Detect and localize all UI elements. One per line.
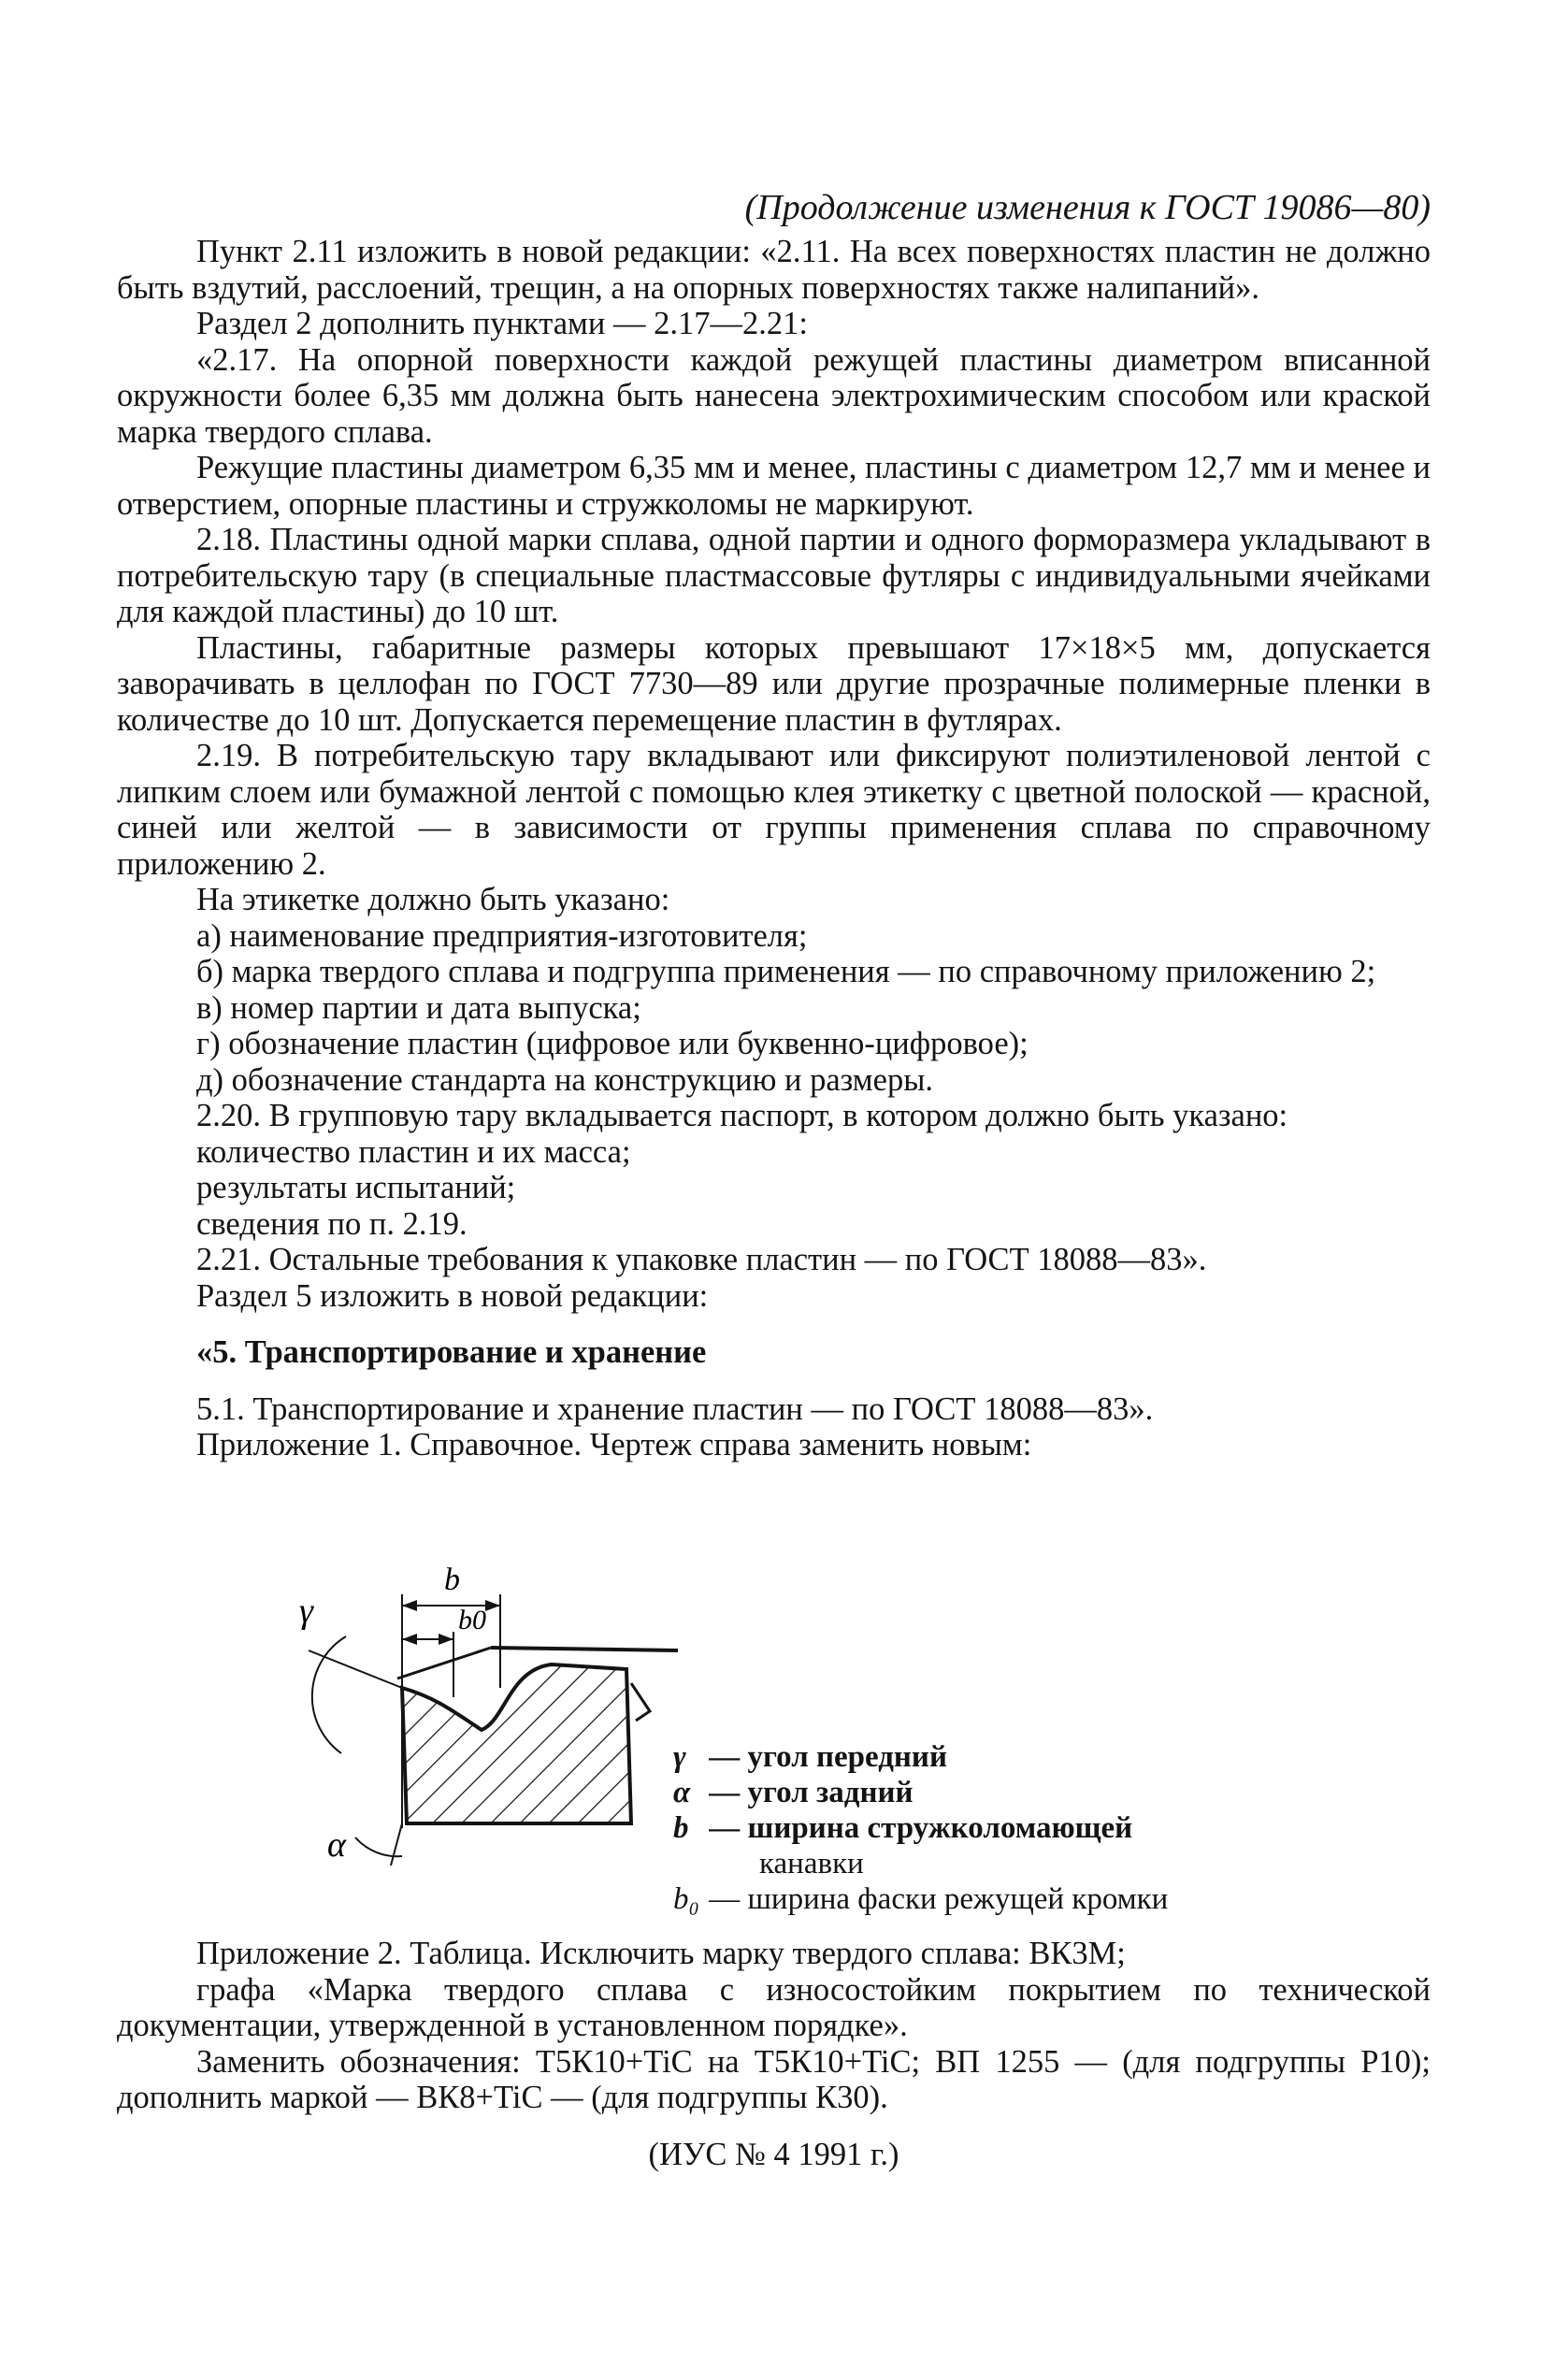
paragraph: Пластины, габаритные размеры которых превышают 17×18×5 мм, допускается заворачивать в целлофан по ГОСТ 7730—89 или другие прозрачные полимерные пленки в количестве до 10 шт. Допускается перемещение пластин в футлярах. <box>117 629 1431 738</box>
legend-row <box>673 1739 1168 1775</box>
paragraph: Режущие пластины диаметром 6,35 мм и менее, пластины с диаметром 12,7 мм и менее и отверстием, опорные пластины и стружколомы не маркируют. <box>117 450 1431 522</box>
section-heading: «5. Транспортирование и хранение <box>196 1334 707 1370</box>
paragraph: 2.21. Остальные требования к упаковке пластин — по ГОСТ 18088—83». <box>196 1242 1207 1277</box>
paragraph: Раздел 2 дополнить пунктами — 2.17—2.21: <box>196 306 808 341</box>
legend-text: — угол задний <box>709 1776 913 1809</box>
document-body-continued <box>117 1936 1431 2205</box>
list-item: д) обозначение стандарта на конструкцию и размеры. <box>196 1061 934 1098</box>
angle-reference <box>309 1650 402 1688</box>
legend-text: — ширина фаски режущей кромки <box>709 1882 1169 1916</box>
legend-row <box>673 1881 1168 1917</box>
arrow-head <box>485 1600 500 1611</box>
paragraph: 5.1. Транспортирование и хранение пластин — по ГОСТ 18088—83». <box>196 1390 1154 1427</box>
insert-section <box>402 1664 631 1823</box>
paragraph: Приложение 1. Справочное. Чертеж справа заменить новым: <box>196 1427 1032 1462</box>
label-b0: b0 <box>458 1605 486 1635</box>
list-item: б) марка твердого сплава и подгруппа применения — по справочному приложению 2; <box>196 954 1376 989</box>
legend-text: — ширина стружколомающей <box>709 1811 1133 1845</box>
paragraph: 2.20. В групповую тару вкладывается паспорт, в котором должно быть указано: <box>196 1098 1288 1133</box>
list-item: количество пластин и их масса; <box>196 1133 631 1170</box>
legend-row <box>673 1846 1168 1881</box>
rake-line <box>397 1648 491 1679</box>
figure-legend <box>673 1739 1168 1917</box>
legend-text: канавки <box>759 1847 864 1880</box>
document-body <box>117 234 1431 1463</box>
legend-symbol: γ <box>673 1740 686 1774</box>
legend-text: — угол передний <box>709 1740 947 1774</box>
legend-symbol: b₀ <box>673 1882 699 1916</box>
alpha-line <box>391 1823 402 1866</box>
label-alpha: α <box>327 1825 346 1865</box>
top-edge-line <box>491 1648 678 1650</box>
label-b: b <box>444 1563 460 1597</box>
paragraph: 2.18. Пластины одной марки сплава, одной партии и одного форморазмера укладывают в потребительскую тару (в специальные пластмассовые футляры с индивидуальными ячейками для каждой пластины) до 10 шт. <box>117 522 1431 629</box>
paragraph: Раздел 5 изложить в новой редакции: <box>196 1277 709 1314</box>
insert-drawing <box>281 1538 1403 1916</box>
list-item: в) номер партии и дата выпуска; <box>196 989 641 1026</box>
list-item: а) наименование предприятия-изготовителя; <box>196 917 808 954</box>
paragraph: графа «Марка твердого сплава с износостойким покрытием по технической документации, утвержденной в установленном порядке». <box>117 1971 1431 2043</box>
paragraph: На этикетке должно быть указано: <box>196 882 670 917</box>
list-item: г) обозначение пластин (цифровое или буквенно-цифровое); <box>196 1026 1029 1061</box>
legend-symbol: α <box>673 1776 691 1809</box>
list-item: сведения по п. 2.19. <box>196 1205 468 1242</box>
legend-row <box>673 1775 1168 1810</box>
paragraph: Заменить обозначения: Т5К10+TiC на Т5К10+TiC; ВП 1255 — (для подгруппы Р10); дополнить маркой — ВК8+TiC — (для подгруппы К30). <box>117 2043 1431 2115</box>
list-item: результаты испытаний; <box>196 1170 516 1205</box>
paragraph: «2.17. На опорной поверхности каждой режущей пластины диаметром вписанной окружности более 6,35 мм должна быть нанесена электрохимическим способом или краской марка твердого сплава. <box>117 341 1431 450</box>
paragraph: Пункт 2.11 изложить в новой редакции: «2.11. На всех поверхностях пластин не должно быть вздутий, расслоений, трещин, а на опорных поверхностях также налипаний». <box>117 234 1431 306</box>
arrow-head <box>402 1634 417 1645</box>
legend-symbol: b <box>673 1811 689 1845</box>
paragraph: Приложение 2. Таблица. Исключить марку твердого сплава: ВК3М; <box>196 1936 1126 1971</box>
page-footer: (ИУС № 4 1991 г.) <box>648 2136 899 2172</box>
label-gamma: γ <box>299 1592 313 1631</box>
edge-notch <box>631 1683 650 1721</box>
legend-row <box>673 1810 1168 1846</box>
arrow-head <box>402 1600 417 1611</box>
arrow-head <box>439 1634 453 1645</box>
paragraph: 2.19. В потребительскую тару вкладывают или фиксируют полиэтиленовой лентой с липким слоем или бумажной лентой с помощью клея этикетку с цветной полоской — красной, синей или желтой — в зависимости от группы применения сплава по справочному приложению 2. <box>117 738 1431 882</box>
page-header: (Продолжение изменения к ГОСТ 19086—80) <box>744 188 1431 227</box>
